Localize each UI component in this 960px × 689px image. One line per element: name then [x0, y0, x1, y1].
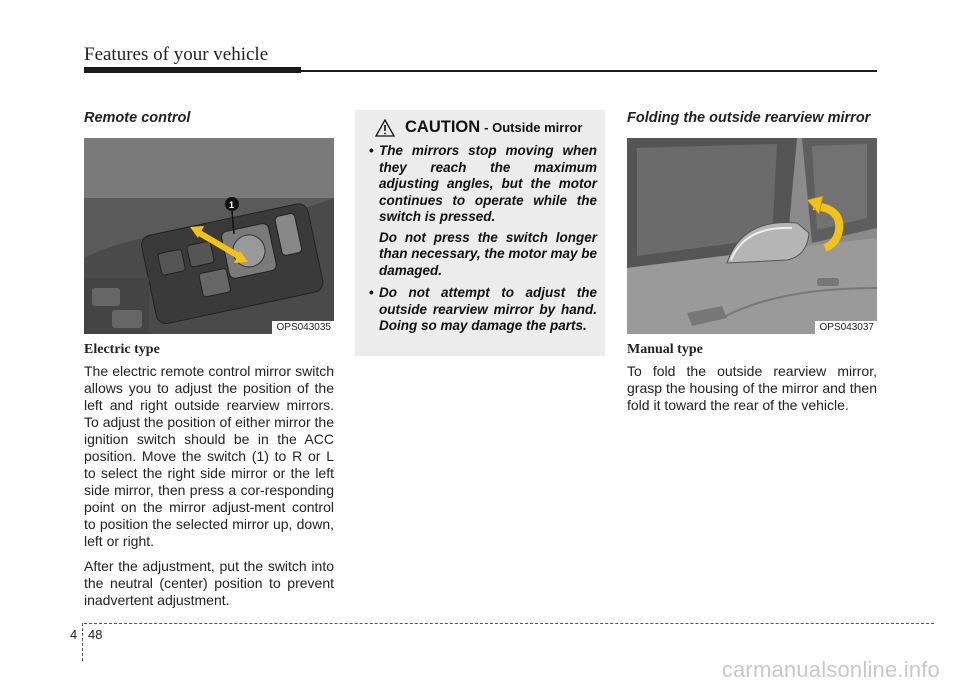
caution-title: CAUTION — [405, 118, 481, 136]
figure-code-left: OPS043035 — [272, 321, 335, 334]
left-column — [84, 110, 334, 617]
caution-header — [375, 118, 597, 137]
caution-item-2-text: Do not attempt to adjust the outside rearview mirror by hand. Doing so may damage the parts. — [379, 285, 597, 333]
caution-item-1-extra: Do not press the switch longer than necessary, the motor may be damaged. — [379, 229, 597, 278]
figure-callout-1: 1 — [229, 200, 235, 210]
bullet-icon: • — [369, 143, 374, 158]
mirror-switch-figure — [84, 138, 334, 334]
folding-mirror-heading: Folding the outside rearview mirror — [627, 110, 871, 126]
watermark: carmanualsonline.info — [721, 657, 940, 682]
electric-type-paragraph-2: After the adjustment, put the switch into the neutral (center) position to prevent inadvertent adjustment. — [84, 558, 334, 608]
manual-type-paragraph: To fold the outside rearview mirror, grasp the housing of the mirror and then fold it toward the rear of the vehicle. — [627, 363, 877, 413]
bullet-icon: • — [369, 285, 374, 300]
right-column — [627, 110, 877, 422]
caution-item — [363, 285, 597, 335]
page-number: 48 — [88, 627, 103, 642]
caution-subtitle: - Outside mirror — [484, 120, 583, 135]
footer-rule — [84, 623, 934, 624]
caution-box — [355, 110, 605, 356]
warning-triangle-icon — [375, 119, 395, 137]
header-title: Features of your vehicle — [84, 44, 269, 65]
folding-mirror-illustration — [627, 138, 877, 334]
caution-list — [363, 143, 597, 335]
electric-type-heading: Electric type — [84, 342, 160, 357]
folding-mirror-figure — [627, 138, 877, 334]
mirror-switch-illustration — [84, 138, 334, 334]
figure-code-right: OPS043037 — [815, 321, 878, 334]
middle-column — [355, 110, 605, 356]
footer-vertical-rule — [82, 623, 83, 661]
caution-item-1-text: The mirrors stop moving when they reach the maximum adjusting angles, but the motor continues to operate while the switch is pressed. — [379, 143, 597, 224]
electric-type-paragraph-1: The electric remote control mirror switch allows you to adjust the position of the left and right outside rearview mirrors. To adjust the position of either mirror the ignition switch should be in the ACC position. Move the switch (1) to R or L to select the right side mirror or the left side mirror, then press a cor-responding point on the mirror adjust-ment control to position the selected mirror up, down, left or right. — [84, 363, 334, 549]
header-rule-thin — [301, 70, 877, 72]
page-chapter: 4 — [70, 627, 78, 642]
header-rule-thick — [84, 67, 301, 73]
manual-type-heading: Manual type — [627, 342, 703, 357]
caution-item — [363, 143, 597, 279]
remote-control-heading: Remote control — [84, 110, 191, 126]
